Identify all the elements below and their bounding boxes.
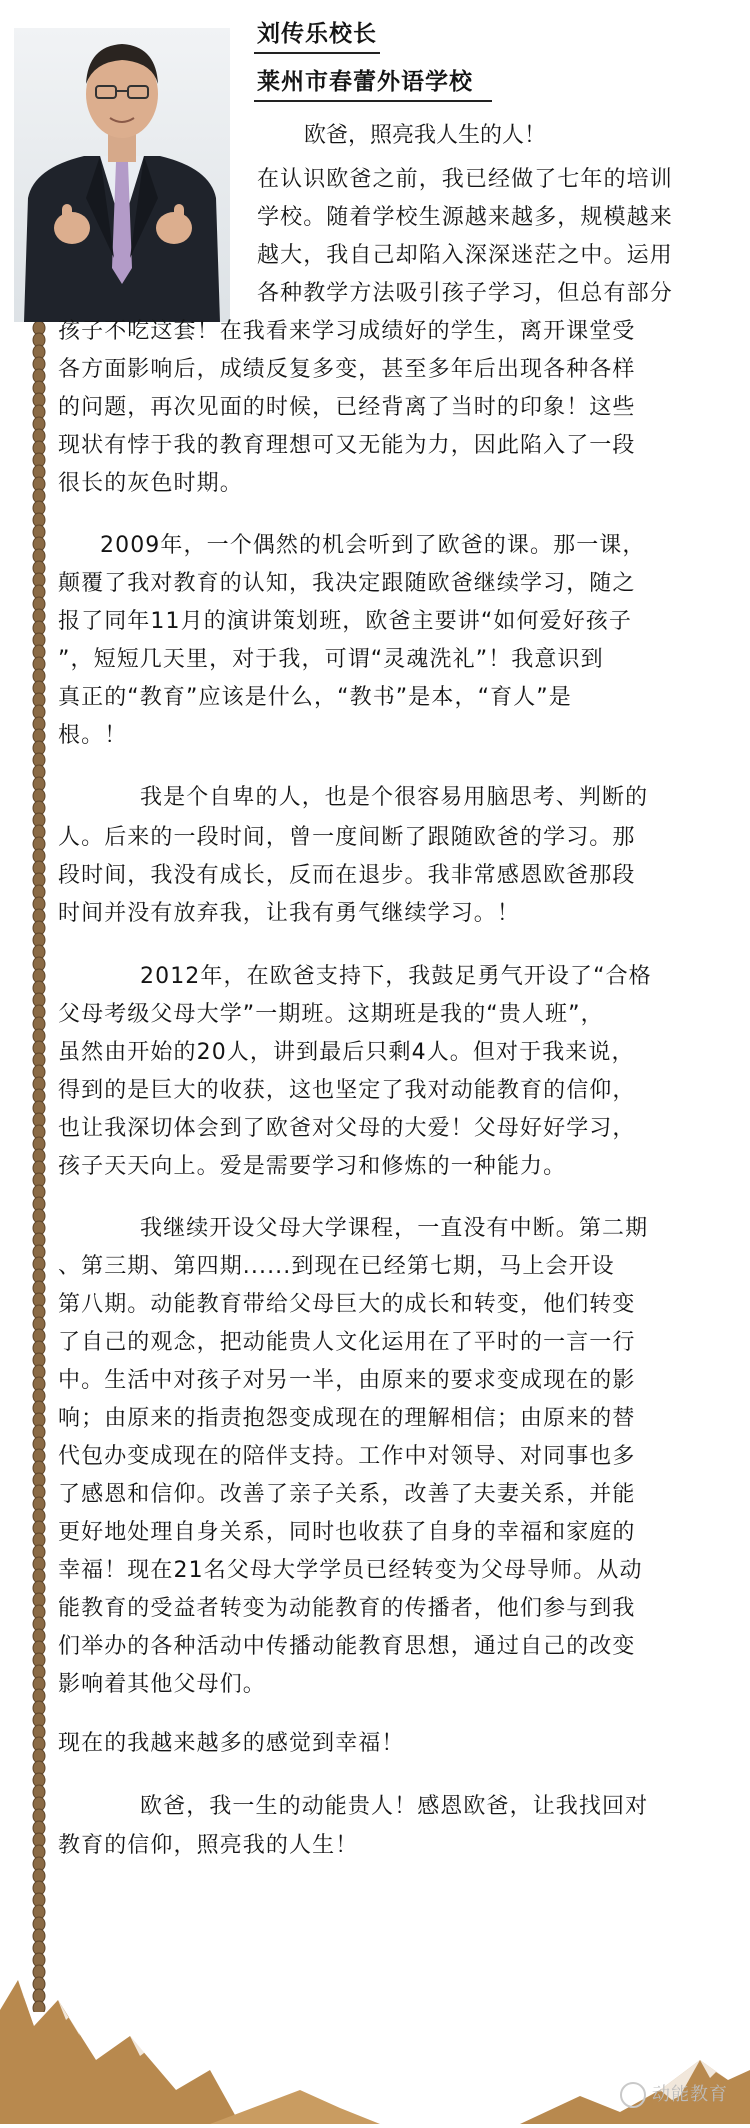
author-photo xyxy=(14,28,230,322)
name-underline xyxy=(254,52,380,54)
text-line: 了自己的观念，把动能贵人文化运用在了平时的一言一行 xyxy=(58,1330,636,1355)
text-line: 代包办变成现在的陪伴支持。工作中对领导、对同事也多 xyxy=(58,1444,636,1469)
text-line: 2012年，在欧爸支持下，我鼓足勇气开设了“合格 xyxy=(140,964,652,989)
watermark xyxy=(620,2080,728,2108)
text-line: 得到的是巨大的收获，这也坚定了我对动能教育的信仰， xyxy=(58,1078,636,1103)
text-line: 我是个自卑的人，也是个很容易用脑思考、判断的 xyxy=(140,785,649,810)
text-line: 们举办的各种活动中传播动能教育思想，通过自己的改变 xyxy=(58,1634,636,1659)
text-line: 孩子天天向上。爱是需要学习和修炼的一种能力。 xyxy=(58,1154,567,1179)
text-line: 幸福！现在21名父母大学学员已经转变为父母导师。从动 xyxy=(58,1558,643,1583)
text-line: 现在的我越来越多的感觉到幸福！ xyxy=(58,1731,405,1756)
text-line: 各方面影响后，成绩反复多变，甚至多年后出现各种各样 xyxy=(58,357,636,382)
text-line: 的问题，再次见面的时候，已经背离了当时的印象！这些 xyxy=(58,395,636,420)
school-underline xyxy=(254,100,492,102)
text-line: 各种教学方法吸引孩子学习，但总有部分 xyxy=(257,281,673,306)
text-line: 学校。随着学校生源越来越多，规模越来 xyxy=(257,205,673,230)
text-line: 中。生活中对孩子对另一半，由原来的要求变成现在的影 xyxy=(58,1368,636,1393)
watermark-text: 动能教育 xyxy=(652,2084,728,2105)
text-line: 2009年，一个偶然的机会听到了欧爸的课。那一课， xyxy=(100,533,646,558)
text-line: ”，短短几天里，对于我，可谓“灵魂洗礼”！我意识到 xyxy=(58,647,604,672)
text-line: 响；由原来的指责抱怨变成现在的理解相信；由原来的替 xyxy=(58,1406,636,1431)
text-line: 报了同年11月的演讲策划班，欧爸主要讲“如何爱好孩子 xyxy=(58,609,632,634)
text-line: 人。后来的一段时间，曾一度间断了跟随欧爸的学习。那 xyxy=(58,825,636,850)
text-line: 也让我深切体会到了欧爸对父母的大爱！父母好好学习， xyxy=(58,1116,636,1141)
greeting: 欧爸，照亮我人生的人！ xyxy=(304,123,547,148)
text-line: 在认识欧爸之前，我已经做了七年的培训 xyxy=(257,167,673,192)
rope-decoration xyxy=(30,322,48,2012)
text-line: 教育的信仰，照亮我的人生！ xyxy=(58,1833,359,1858)
text-line: 现状有悖于我的教育理想可又无能为力，因此陷入了一段 xyxy=(58,433,636,458)
text-line: 时间并没有放弃我，让我有勇气继续学习。！ xyxy=(58,901,521,926)
text-line: 第八期。动能教育带给父母巨大的成长和转变，他们转变 xyxy=(58,1292,636,1317)
text-line: 虽然由开始的20人，讲到最后只剩4人。但对于我来说， xyxy=(58,1040,635,1065)
text-line: 真正的“教育”应该是什么，“教书”是本，“育人”是 xyxy=(58,685,572,710)
text-line: 我继续开设父母大学课程，一直没有中断。第二期 xyxy=(140,1216,649,1241)
school-name: 莱州市春蕾外语学校 xyxy=(257,69,473,95)
text-line: 能教育的受益者转变为动能教育的传播者，他们参与到我 xyxy=(58,1596,636,1621)
text-line: 段时间，我没有成长，反而在退步。我非常感恩欧爸那段 xyxy=(58,863,636,888)
text-line: 、第三期、第四期......到现在已经第七期，马上会开设 xyxy=(58,1254,615,1279)
text-line: 父母考级父母大学”一期班。这期班是我的“贵人班”， xyxy=(58,1002,604,1027)
text-line: 更好地处理自身关系，同时也收获了自身的幸福和家庭的 xyxy=(58,1520,636,1545)
wechat-icon xyxy=(620,2082,646,2108)
text-line: 越大，我自己却陷入深深迷茫之中。运用 xyxy=(257,243,673,268)
text-line: 影响着其他父母们。 xyxy=(58,1672,266,1697)
text-line: 颠覆了我对教育的认知，我决定跟随欧爸继续学习，随之 xyxy=(58,571,636,596)
author-name: 刘传乐校长 xyxy=(257,21,377,47)
text-line: 根。！ xyxy=(58,723,128,748)
text-line: 孩子不吃这套！在我看来学习成绩好的学生，离开课堂受 xyxy=(58,319,636,344)
text-line: 很长的灰色时期。 xyxy=(58,471,243,496)
text-line: 欧爸，我一生的动能贵人！感恩欧爸，让我找回对 xyxy=(140,1794,649,1819)
text-line: 了感恩和信仰。改善了亲子关系，改善了夫妻关系，并能 xyxy=(58,1482,636,1507)
